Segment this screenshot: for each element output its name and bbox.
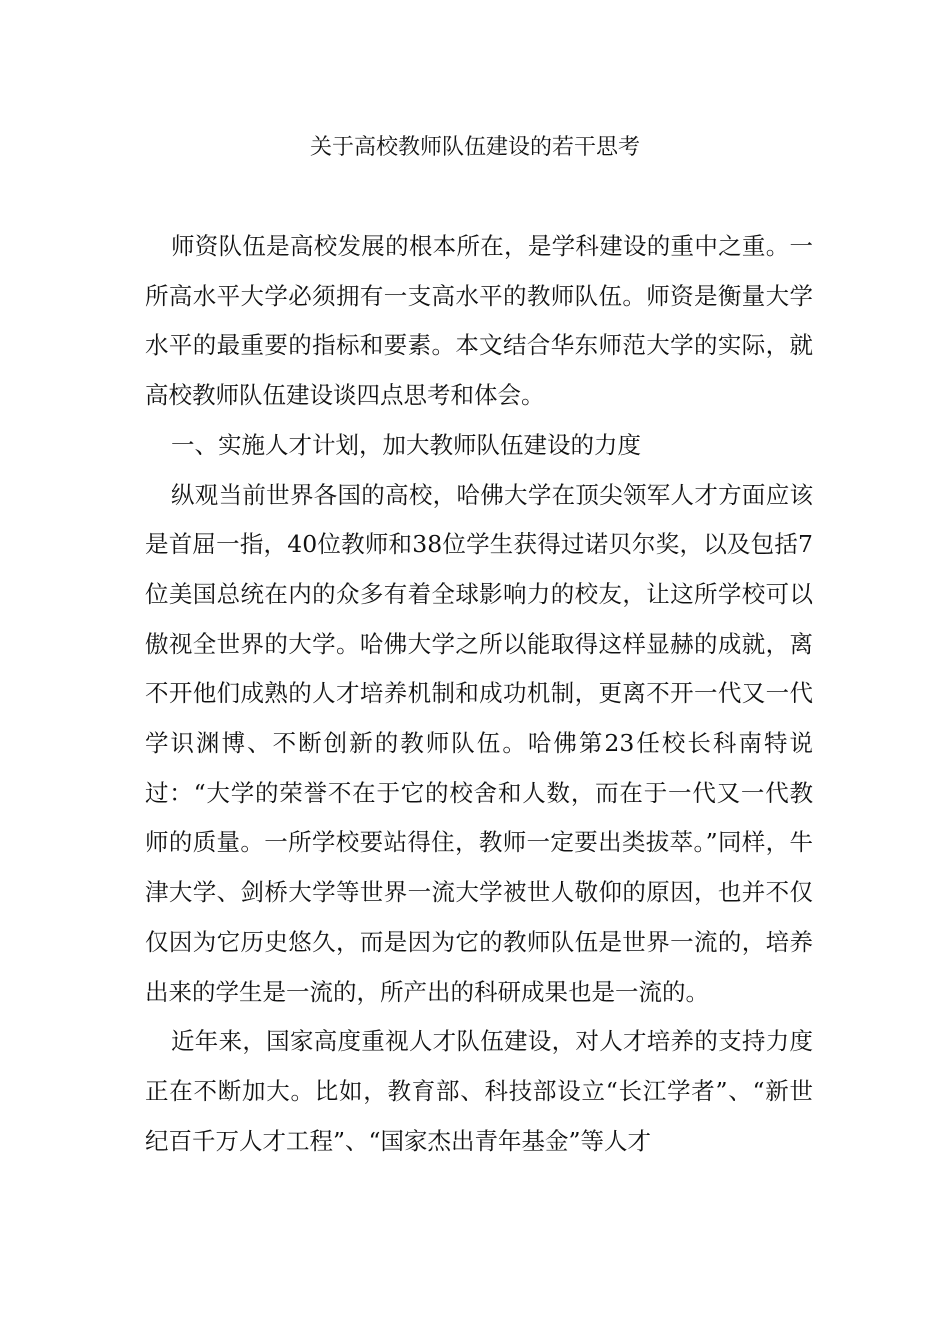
paragraph-national-policy: 近年来，国家高度重视人才队伍建设，对人才培养的支持力度正在不断加大。比如，教育部、科技部设立“长江学者”、“新世纪百千万人才工程”、“国家杰出青年基金”等人才: [145, 1027, 813, 1155]
document-title: 关于高校教师队伍建设的若干思考: [309, 135, 640, 160]
section-heading-1: 一、实施人才计划，加大教师队伍建设的力度: [171, 430, 641, 459]
document-body: [145, 222, 813, 1166]
paragraph-intro: 师资队伍是高校发展的根本所在，是学科建设的重中之重。一所高水平大学必须拥有一支高水平的教师队伍。师资是衡量大学水平的最重要的指标和要素。本文结合华东师范大学的实际，就高校教师队伍建设谈四点思考和体会。: [145, 232, 813, 410]
paragraph-harvard: 纵观当前世界各国的高校，哈佛大学在顶尖领军人才方面应该是首屈一指，40位教师和38位学生获得过诺贝尔奖，以及包括7位美国总统在内的众多有着全球影响力的校友，让这所学校可以傲视全世界的大学。哈佛大学之所以能取得这样显赫的成就，离不开他们成熟的人才培养机制和成功机制，更离不开一代又一代学识渊博、不断创新的教师队伍。哈佛第23任校长科南特说过：“大学的荣誉不在于它的校舍和人数，而在于一代又一代教师的质量。一所学校要站得住，教师一定要出类拔萃。”同样，牛津大学、剑桥大学等世界一流大学被世人敬仰的原因，也并不仅仅因为它历史悠久，而是因为它的教师队伍是世界一流的，培养出来的学生是一流的，所产出的科研成果也是一流的。: [145, 480, 813, 1006]
